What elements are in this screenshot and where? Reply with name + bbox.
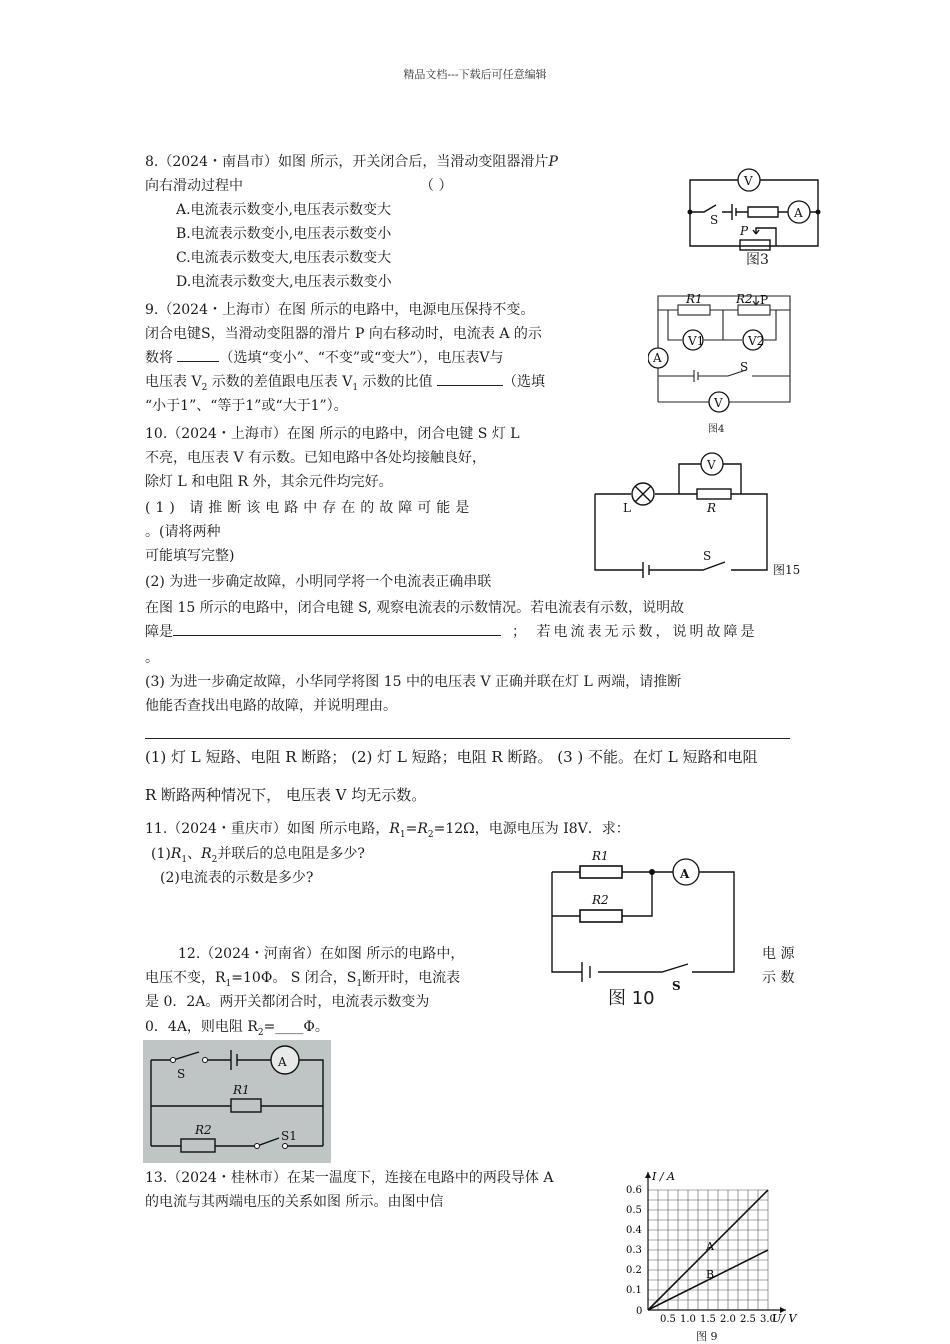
q8-option-d: D.电流表示数变大,电压表示数变小 xyxy=(176,274,392,290)
x-tick-label: 2.5 xyxy=(740,1314,756,1325)
q13-iv-chart xyxy=(612,1162,812,1332)
x-tick-label: 2.0 xyxy=(720,1314,736,1325)
q9-blank-1 xyxy=(177,347,219,362)
y-axis-label: I / A xyxy=(652,1170,675,1183)
svg-text:V: V xyxy=(714,396,723,410)
q10-figure-caption: 图15 xyxy=(773,563,801,577)
q9-line1: 9.（2024・上海市）在图 所示的电路中，电源电压保持不变。 xyxy=(145,302,535,318)
q8-answer-paren: （ ） xyxy=(420,178,453,194)
ohm-icon: Φ xyxy=(260,970,273,986)
q9-blank-2 xyxy=(437,371,503,386)
x-tick-label: 1.5 xyxy=(700,1314,716,1325)
q10-line3: 除灯 L 和电阻 R 外，其余元件均完好。 xyxy=(145,474,393,490)
q9-line2: 闭合电键S，当滑动变阻器的滑片 P 向右移动时，电流表 A 的示 xyxy=(145,326,542,342)
x-axis-label: U/ V xyxy=(772,1312,797,1325)
svg-text:A: A xyxy=(680,867,690,881)
svg-text:S: S xyxy=(672,979,681,993)
svg-text:R2: R2 xyxy=(195,1123,212,1137)
svg-text:A: A xyxy=(794,206,803,220)
svg-text:S: S xyxy=(740,360,749,374)
q9-line4: 电压表 $V_2$ 示数的差值跟电压表 $V_1$ 示数的比值 （选填 xyxy=(145,370,545,400)
origin-label: 0 xyxy=(636,1306,643,1317)
q10-circuit-figure xyxy=(585,446,810,580)
y-tick-label: 0.5 xyxy=(626,1205,642,1216)
q13-line1: 13.（2024・桂林市）在某一温度下，连接在电路中的两段导体 A xyxy=(145,1170,554,1186)
q10-answer-line1: (1) 灯 L 短路、电阻 R 断路； (2) 灯 L 短路；电阻 R 断路。 (3 ) 不能。在灯 L 短路和电阻 xyxy=(145,748,758,766)
ohm-icon: Φ xyxy=(303,1019,315,1035)
q10-sub1-cont: 。(请将两种 xyxy=(145,524,221,540)
y-tick-label: 0.1 xyxy=(626,1285,642,1296)
svg-text:S: S xyxy=(710,213,719,227)
svg-text:V: V xyxy=(707,458,716,472)
y-tick-label: 0.2 xyxy=(626,1265,642,1276)
q12-line2-right: 示 数 xyxy=(762,970,795,986)
svg-text:A: A xyxy=(653,351,662,365)
svg-text:L: L xyxy=(623,501,631,515)
q10-sub3-line2: 他能否查找出电路的故障，并说明理由。 xyxy=(145,698,397,714)
q9-line3: 数将 （选填“变小”、“不变”或“变大”），电压表V与 xyxy=(145,346,504,370)
q8-figure-caption: 图3 xyxy=(746,252,769,268)
svg-text:V: V xyxy=(744,174,753,188)
q12-line2: 电压不变，$R_1=10\Phi$。 S 闭合，$S_1$断开时，电流表 xyxy=(145,970,461,989)
series-label-A: A xyxy=(706,1240,714,1253)
q8-option-c: C.电流表示数变大,电压表示数变大 xyxy=(176,250,392,266)
series-label-B: B xyxy=(706,1268,715,1281)
q10-sub2-line3: 障是 xyxy=(145,620,501,644)
q10-sub2-line3b: ； 若电流表无示数，说明故障是 xyxy=(512,624,758,640)
q10-blank-1 xyxy=(173,621,501,636)
q11-figure-caption: 图 10 xyxy=(608,988,655,1009)
q10-sub2-line2: 在图 15 所示的电路中，闭合电键 S, 观察电流表的示数情况。若电流表有示数，说明故 xyxy=(145,600,685,616)
y-tick-label: 0.3 xyxy=(626,1245,642,1256)
q9-figure-caption: 图4 xyxy=(708,424,725,435)
svg-text:R1: R1 xyxy=(592,849,609,863)
q10-answer-rule xyxy=(145,738,790,739)
q8-option-b: B.电流表示数变小,电压表示数变小 xyxy=(176,226,392,242)
q10-answer-line2: R 断路两种情况下， 电压表 V 均无示数。 xyxy=(145,786,427,804)
svg-text:A: A xyxy=(278,1055,287,1069)
q11-line1: 11.（2024・重庆市）如图 所示电路，$R_1=R_2=12\Omega$，电源电压为 I8V．求： xyxy=(145,821,630,840)
svg-text:S1: S1 xyxy=(281,1129,297,1143)
svg-text:P: P xyxy=(760,293,769,307)
q13-figure-caption: 图 9 xyxy=(696,1330,718,1343)
y-axis-arrow xyxy=(645,1172,651,1178)
q11-question1: $(1)R_1$、$R_2$并联后的总电阻是多少? xyxy=(151,846,365,865)
q10-sub2: (2) 为进一步确定故障，小明同学将一个电流表正确串联 xyxy=(145,574,492,590)
q11-circuit-figure xyxy=(542,838,747,1008)
x-tick-label: 1.0 xyxy=(680,1314,696,1325)
svg-text:R1: R1 xyxy=(686,292,703,306)
q11-question2: (2)电流表的示数是多少? xyxy=(160,870,314,886)
svg-text:R1: R1 xyxy=(233,1083,250,1097)
svg-text:R2: R2 xyxy=(592,893,609,907)
q9-circuit-figure xyxy=(648,290,800,440)
svg-text:R2: R2 xyxy=(736,292,753,306)
q12-line4: 0．4A，则电阻 $R_2=\_\_\_\_\Phi$。 xyxy=(145,1019,329,1038)
x-tick-label: 3.0 xyxy=(760,1314,776,1325)
q9-line5: “小于1”、“等于1”或“大于1”）。 xyxy=(145,398,348,414)
q8-line1: 8.（2024・南昌市）如图 所示，开关闭合后，当滑动变阻器滑片P xyxy=(145,154,558,170)
q8-option-a: A.电流表示数变小,电压表示数变大 xyxy=(176,202,392,218)
svg-text:P: P xyxy=(740,224,749,238)
q12-line1: 12.（2024・河南省）在如图 所示的电路中， xyxy=(178,946,465,962)
q13-line2: 的电流与其两端电压的关系如图 所示。由图中信 xyxy=(145,1194,444,1210)
svg-text:S: S xyxy=(177,1067,186,1081)
q10-sub3: (3) 为进一步确定故障，小华同学将图 15 中的电压表 V 正确并联在灯 L 两端，请推断 xyxy=(145,674,682,690)
q10-sub2-end: 。 xyxy=(145,650,159,666)
page-header: 精品文档---下载后可任意编辑 xyxy=(403,68,547,81)
q10-line2: 不亮，电压表 V 有示数。已知电路中各处均接触良好， xyxy=(145,450,487,466)
svg-text:R: R xyxy=(707,501,717,515)
q8-line2: 向右滑动过程中 xyxy=(145,178,243,194)
q10-line1: 10.（2024・上海市）在图 所示的电路中，闭合电键 S 灯 L xyxy=(145,426,520,442)
y-tick-label: 0.6 xyxy=(626,1185,642,1196)
q12-line3: 是 0．2A。两开关都闭合时，电流表示数变为 xyxy=(145,994,430,1010)
svg-text:S: S xyxy=(703,549,712,563)
q10-sub1: (1) 请推断该电路中存在的故障可能是 xyxy=(145,500,475,516)
x-tick-label: 0.5 xyxy=(660,1314,676,1325)
q12-line1-right: 电 源 xyxy=(762,946,795,962)
svg-text:V1: V1 xyxy=(688,334,705,348)
y-tick-label: 0.4 xyxy=(626,1225,642,1236)
svg-text:V2: V2 xyxy=(748,334,765,348)
q12-circuit-figure xyxy=(143,1040,331,1163)
q10-sub1-end: 可能填写完整) xyxy=(145,548,235,564)
